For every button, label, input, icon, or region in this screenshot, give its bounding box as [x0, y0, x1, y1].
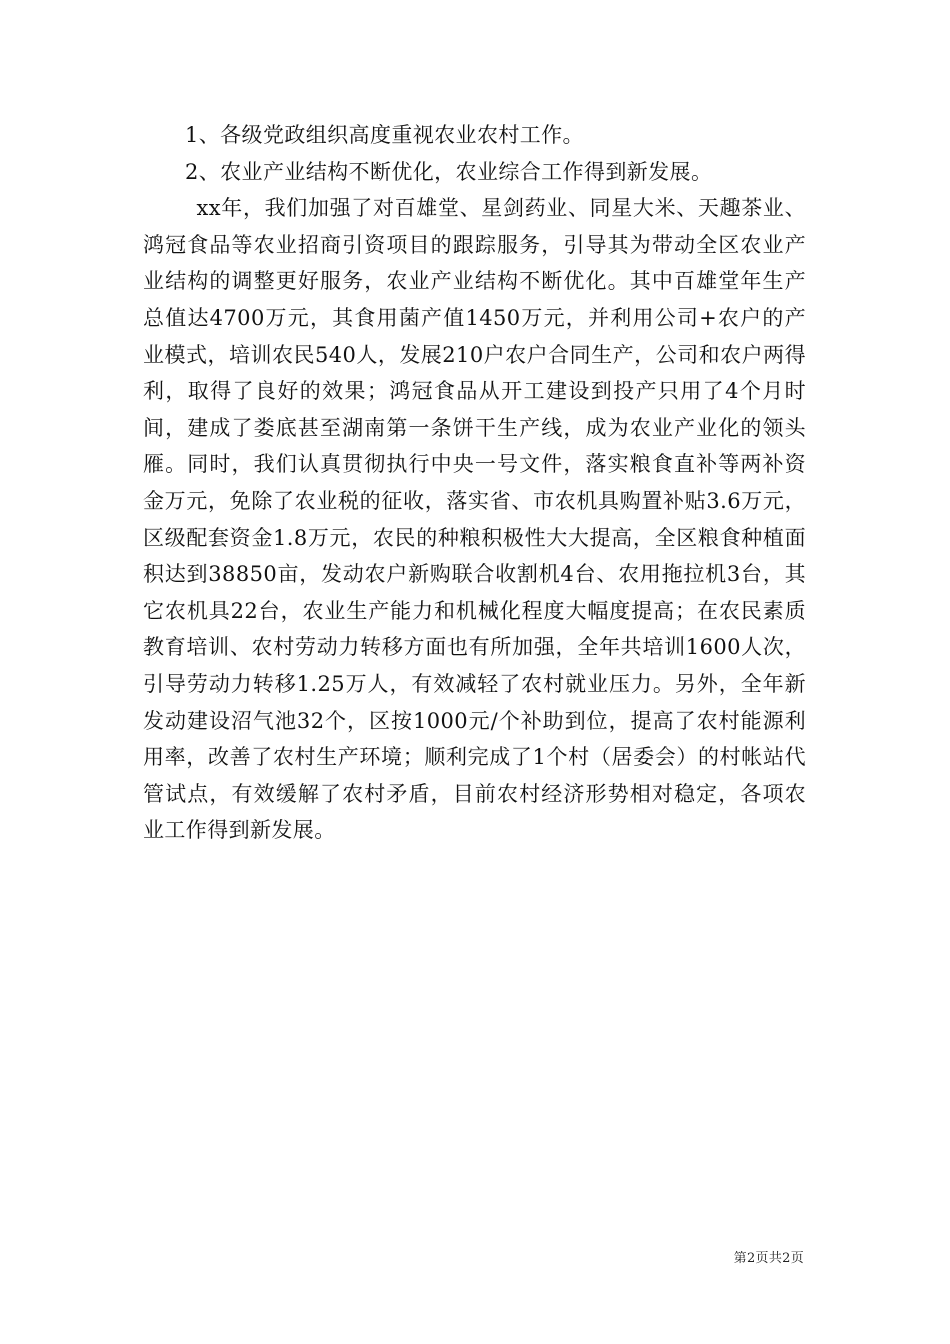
document-body [143, 117, 806, 849]
paragraph-1: 1、各级党政组织高度重视农业农村工作。 [185, 123, 584, 147]
page-number: 第2页共2页 [733, 1251, 804, 1266]
paragraph-3: xx年，我们加强了对百雄堂、星剑药业、同星大米、天趣茶业、鸿冠食品等农业招商引资项目的跟踪服务，引导其为带动全区农业产业结构的调整更好服务，农业产业结构不断优化。其中百雄堂年生产总值达4700万元，其食用菌产值1450万元，并利用公司+农户的产业模式，培训农民540人，发展210户农户合同生产，公司和农户两得利，取得了良好的效果；鸿冠食品从开工建设到投产只用了4个月时间，建成了娄底甚至湖南第一条饼干生产线，成为农业产业化的领头雁。同时，我们认真贯彻执行中央一号文件，落实粮食直补等两补资金万元，免除了农业税的征收，落实省、市农机具购置补贴3.6万元，区级配套资金1.8万元，农民的种粮积极性大大提高，全区粮食种植面积达到38850亩，发动农户新购联合收割机4台、农用拖拉机3台，其它农机具22台，农业生产能力和机械化程度大幅度提高；在农民素质教育培训、农村劳动力转移方面也有所加强，全年共培训1600人次，引导劳动力转移1.25万人，有效减轻了农村就业压力。另外，全年新发动建设沼气池32个，区按1000元/个补助到位，提高了农村能源利用率，改善了农村生产环境；顺利完成了1个村（居委会）的村帐站代管试点，有效缓解了农村矛盾，目前农村经济形势相对稳定，各项农业工作得到新发展。 [143, 196, 806, 843]
paragraph-2: 2、农业产业结构不断优化，农业综合工作得到新发展。 [185, 159, 713, 184]
